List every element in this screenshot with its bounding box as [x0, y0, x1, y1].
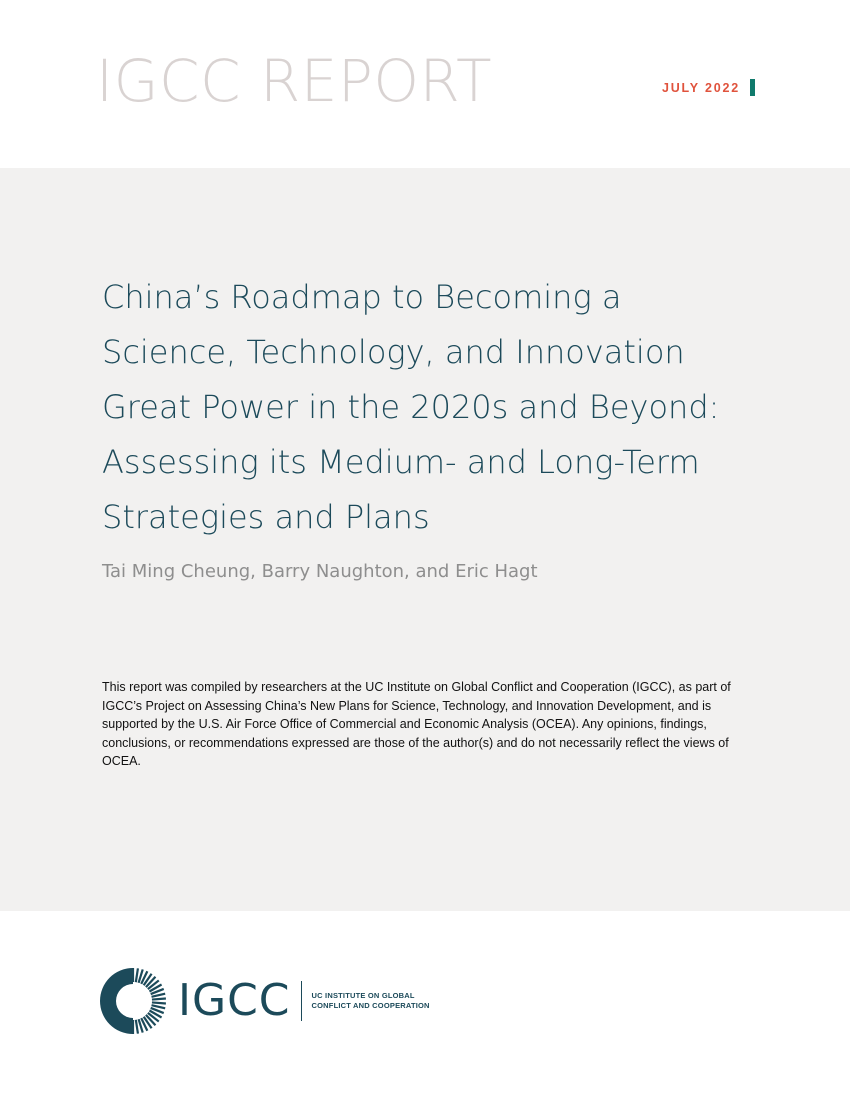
logo-divider [301, 981, 302, 1021]
logo-tagline [312, 991, 430, 1011]
date-accent-bar [750, 79, 755, 96]
report-authors: Tai Ming Cheung, Barry Naughton, and Eric Hagt [102, 561, 538, 582]
report-disclaimer: This report was compiled by researchers at the UC Institute on Global Conflict and Cooperation (IGCC), as part of IGCC’s Project on Assessing China’s New Plans for Science, Technology, and Innovation Development, and is supported by the U.S. Air Force Office of Commercial and Economic Analysis (OCEA). Any opinions, findings, conclusions, or recommendations expressed are those of the author(s) and do not necessarily reflect the views of OCEA. [102, 680, 731, 768]
report-label: IGCC REPORT [96, 47, 493, 115]
report-title: China’s Roadmap to Becoming a Science, Technology, and Innovation Great Power in the 2020s and Beyond: Assessing its Medium- and Long-Term Strategies and Plans [102, 278, 720, 536]
date-text: JULY 2022 [661, 80, 740, 95]
report-date [662, 79, 755, 96]
igcc-logo [98, 965, 430, 1037]
logo-tagline-line2: CONFLICT AND COOPERATION [311, 1001, 430, 1010]
logo-tagline-line1: UC INSTITUTE ON GLOBAL [311, 991, 415, 1000]
igcc-sunburst-icon [98, 966, 168, 1036]
logo-wordmark: IGCC [178, 975, 291, 1026]
